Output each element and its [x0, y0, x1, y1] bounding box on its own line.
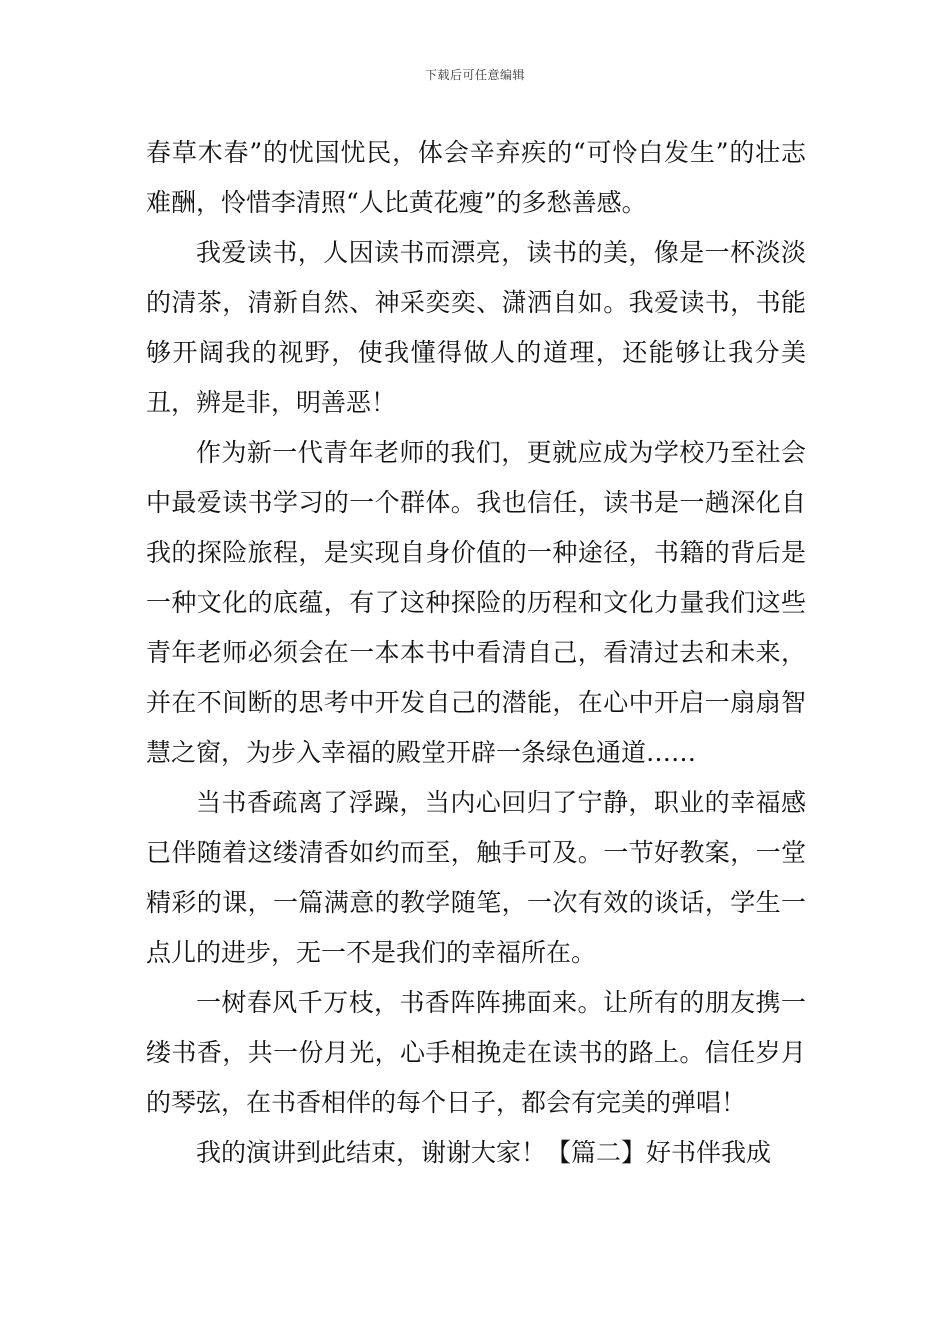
paragraph-5: 一树春风千万枝，书香阵阵拂面来。让所有的朋友携一缕书香，共一份月光，心手相挽走在读书的路上。信任岁月的琴弦，在书香相伴的每个日子，都会有完美的弹唱！: [146, 988, 806, 1117]
paragraph-4: 当书香疏离了浮躁，当内心回归了宁静，职业的幸福感已伴随着这缕清香如约而至，触手可及。一节好教案，一堂精彩的课，一篇满意的教学随笔，一次有效的谈话，学生一点儿的进步，无一不是我们的幸福所在。: [146, 788, 806, 967]
page-header: 下载后可任意编辑: [424, 68, 525, 82]
paragraph-1: 春草木春”的忧国忧民，体会辛弃疾的“可怜白发生”的壮志难酬，怜惜李清照“人比黄花瘦”的多愁善感。: [146, 138, 806, 217]
paragraph-2: 我爱读书，人因读书而漂亮，读书的美，像是一杯淡淡的清茶，清新自然、神采奕奕、潇洒自如。我爱读书，书能够开阔我的视野，使我懂得做人的道理，还能够让我分美丑，辨是非，明善恶！: [146, 238, 806, 417]
paragraph-6: 我的演讲到此结束，谢谢大家！【篇二】好书伴我成: [196, 1138, 772, 1167]
paragraph-3: 作为新一代青年老师的我们，更就应成为学校乃至社会中最爱读书学习的一个群体。我也信任，读书是一趟深化自我的探险旅程，是实现自身价值的一种途径，书籍的背后是一种文化的底蕴，有了这种探险的历程和文化力量我们这些青年老师必须会在一本本书中看清自己，看清过去和未来，并在不间断的思考中开发自己的潜能，在心中开启一扇扇智慧之窗，为步入幸福的殿堂开辟一条绿色通道……: [146, 438, 806, 767]
document-body: [146, 128, 806, 1178]
